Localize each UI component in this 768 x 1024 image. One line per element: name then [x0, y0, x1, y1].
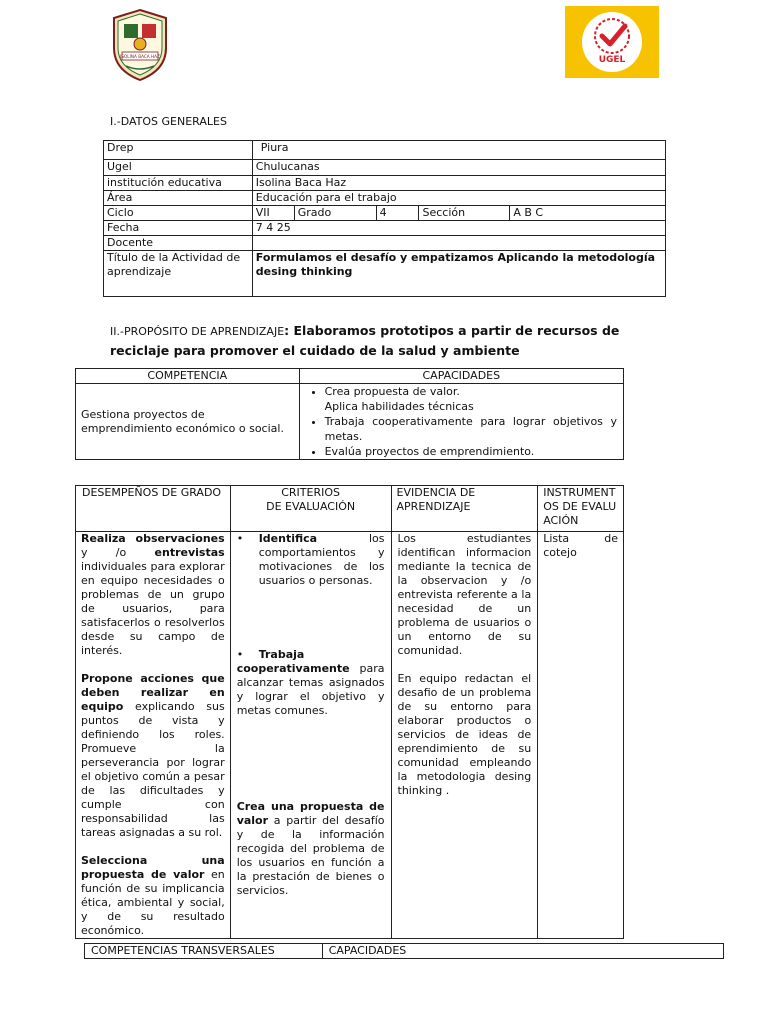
table-row	[76, 486, 624, 532]
list-item: • Trabaja cooperativamente para lograr objetivos y metas.	[325, 414, 617, 444]
general-data-table	[103, 140, 666, 297]
drep-value: Piura	[252, 141, 665, 160]
evidencia-1: Los estudiantes identifican informacion mediante la tecnica de la observacion y /o entrevista referente a la necesidad de un problema de usuarios o un entorno de su comunidad.	[397, 532, 532, 657]
desempeno-3: Selecciona una propuesta de valor en función de su implicancia ética, ambiental y social, y de su resultado económico.	[81, 854, 225, 937]
fecha-label: Fecha	[104, 221, 253, 236]
ciclo-value: VII	[252, 206, 294, 221]
table-row	[104, 206, 666, 221]
transversal-capacidades-header: CAPACIDADES	[322, 944, 723, 959]
grado-label: Grado	[294, 206, 376, 221]
criterios-header: CRITERIOS DE EVALUACIÓN	[230, 486, 391, 532]
purpose-prefix: II.-PROPÓSITO DE APRENDIZAJE	[110, 325, 285, 338]
desempeno-2: Propone acciones que deben realizar en equipo explicando sus puntos de vista y definiendo los roles. Promueve la perseverancia por lograr el objetivo común a pesar de las dificultades y cumple con responsabilidad las tareas asignadas a su rol.	[81, 672, 225, 839]
desempeno-1: Realiza observaciones y /o entrevistas individuales para explorar en equipo necesidades o problemas de un grupo de usuarios, para satisfacerlos o resolverlos desde su campo de interés.	[81, 532, 225, 657]
institution-value: Isolina Baca Haz	[252, 176, 665, 191]
competencia-text: Gestiona proyectos de emprendimiento económico o social.	[76, 384, 300, 460]
table-row	[104, 221, 666, 236]
purpose-heading	[110, 321, 650, 360]
area-label: Área	[104, 191, 253, 206]
table-row	[85, 944, 724, 959]
capacidades-list	[299, 384, 623, 460]
ugel-value: Chulucanas	[252, 160, 665, 176]
section-1-heading: I.-DATOS GENERALES	[110, 115, 227, 128]
drep-label: Drep	[104, 141, 253, 160]
table-row	[104, 141, 666, 160]
table-row	[104, 176, 666, 191]
list-item: • Crea propuesta de valor. Aplica habilidades técnicas	[325, 384, 617, 414]
table-row	[76, 532, 624, 939]
docente-label: Docente	[104, 236, 253, 251]
ciclo-label: Ciclo	[104, 206, 253, 221]
table-row	[104, 251, 666, 297]
criterio-1: • Identifica los comportamientos y motivaciones de los usuarios o personas.	[236, 532, 385, 587]
table-row	[104, 236, 666, 251]
table-row	[104, 160, 666, 176]
purpose-text: : Elaboramos prototipos a partir de recursos de reciclaje para promover el cuidado de la salud y ambiente	[110, 323, 620, 358]
institution-label: institución educativa	[104, 176, 253, 191]
evidencia-2: En equipo redactan el desafio de un problema de su entorno para elaborar productos o servicios de ideas de eprendimiento de su comunidad empleando la metodologia desing thinking .	[397, 672, 532, 797]
competency-table	[75, 368, 624, 460]
instrumentos-header: INSTRUMENTOS DE EVALUACIÓN	[538, 486, 624, 532]
grado-value: 4	[376, 206, 419, 221]
evidencia-cell	[391, 532, 538, 939]
seccion-value: A B C	[510, 206, 666, 221]
fecha-value: 7 4 25	[252, 221, 665, 236]
table-row	[76, 384, 624, 460]
desempenos-header: DESEMPEÑOS DE GRADO	[76, 486, 231, 532]
criterio-2: • Trabaja cooperativamente para alcanzar temas asignados y lograr el objetivo y metas comunes.	[236, 648, 385, 717]
desempenos-cell	[76, 532, 231, 939]
titulo-label: Título de la Actividad de aprendizaje	[104, 251, 253, 297]
capacidades-header: CAPACIDADES	[299, 369, 623, 384]
list-item: • Evalúa proyectos de emprendimiento.	[325, 444, 617, 459]
docente-value	[252, 236, 665, 251]
svg-text:UGEL: UGEL	[598, 55, 626, 65]
evidencia-header: EVIDENCIA DE APRENDIZAJE	[391, 486, 538, 532]
ugel-label: Ugel	[104, 160, 253, 176]
table-row	[104, 191, 666, 206]
transversal-competencias-header: COMPETENCIAS TRANSVERSALES	[85, 944, 323, 959]
school-logo	[110, 8, 170, 82]
seccion-label: Sección	[419, 206, 510, 221]
area-value: Educación para el trabajo	[252, 191, 665, 206]
titulo-value: Formulamos el desafío y empatizamos Aplicando la metodología desing thinking	[252, 251, 665, 297]
evaluation-table	[75, 485, 624, 939]
criterios-cell	[230, 532, 391, 939]
instrumento-cell: Lista de cotejo	[538, 532, 624, 939]
transversal-table	[84, 943, 724, 959]
competencia-header: COMPETENCIA	[76, 369, 300, 384]
criterio-3: Crea una propuesta de valor a partir del desafío y de la información recogida del problema de los usuarios en función a la prestación de bienes o servicios.	[236, 800, 385, 897]
ugel-logo	[565, 6, 659, 78]
svg-text:ISOLINA BACA HAZ: ISOLINA BACA HAZ	[120, 54, 160, 59]
table-row	[76, 369, 624, 384]
